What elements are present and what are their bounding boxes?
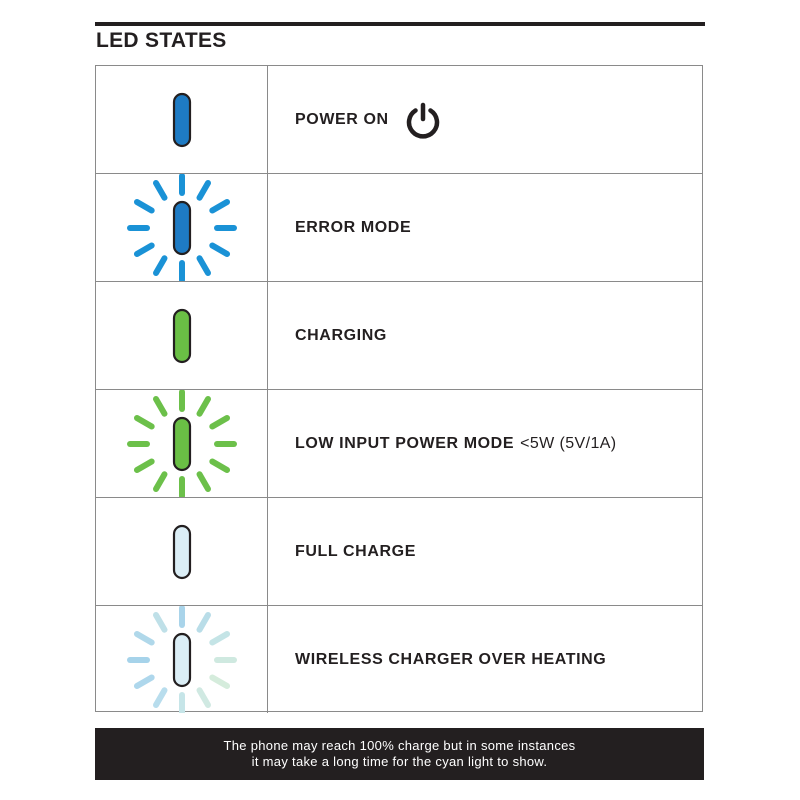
state-name: POWER ON (295, 111, 389, 128)
led-solid-blue-icon (96, 66, 268, 173)
top-rule (95, 22, 705, 26)
blink-ray (156, 474, 165, 489)
table-row (96, 173, 702, 281)
led-light (174, 310, 190, 362)
blink-ray (200, 690, 209, 705)
led-light (174, 94, 190, 146)
led-states-table (95, 65, 703, 712)
table-row (96, 605, 702, 713)
blink-ray (200, 258, 209, 273)
blink-ray (200, 615, 209, 630)
table-row (96, 281, 702, 389)
blink-ray (137, 202, 152, 211)
state-name: CHARGING (295, 326, 387, 344)
led-blinking-cyan-icon (96, 606, 268, 713)
led-state-label (295, 498, 416, 605)
table-row (96, 497, 702, 605)
blink-ray (156, 615, 165, 630)
led-light (174, 526, 190, 578)
led-state-label (295, 174, 411, 281)
led-light (174, 418, 190, 470)
led-state-label (295, 66, 443, 174)
blink-ray (212, 678, 227, 687)
blink-ray (212, 634, 227, 643)
blink-ray (200, 183, 209, 198)
footer-line-2: it may take a long time for the cyan light to show. (251, 754, 548, 769)
led-solid-green-icon (96, 282, 268, 389)
power-icon (403, 100, 443, 140)
led-light (174, 634, 190, 686)
blink-ray (156, 399, 165, 414)
blink-ray (156, 183, 165, 198)
table-row (96, 389, 702, 497)
led-icon-cell (96, 66, 268, 174)
blink-ray (200, 474, 209, 489)
blink-ray (212, 462, 227, 471)
blink-ray (137, 246, 152, 255)
led-solid-cyan-icon (96, 498, 268, 605)
led-blinking-blue-icon (96, 174, 268, 281)
blink-ray (137, 678, 152, 687)
state-suffix: <5W (5V/1A) (520, 434, 617, 452)
state-name: ERROR MODE (295, 218, 412, 236)
led-light (174, 202, 190, 254)
blink-ray (156, 690, 165, 705)
blink-ray (212, 246, 227, 255)
led-icon-cell (96, 606, 268, 713)
led-icon-cell (96, 282, 268, 389)
led-icon-cell (96, 174, 268, 281)
blink-ray (137, 418, 152, 427)
blink-ray (212, 418, 227, 427)
led-state-label (295, 606, 606, 713)
blink-ray (137, 462, 152, 471)
state-name: WIRELESS CHARGER OVER HEATING (295, 650, 607, 668)
blink-ray (200, 399, 209, 414)
led-icon-cell (96, 390, 268, 497)
footer-line-1: The phone may reach 100% charge but in some instances (223, 738, 576, 753)
page-title: LED STATES (96, 29, 227, 52)
blink-ray (137, 634, 152, 643)
state-name: LOW INPUT POWER MODE (295, 434, 515, 452)
state-name: FULL CHARGE (295, 542, 416, 560)
blink-ray (212, 202, 227, 211)
led-state-label (295, 282, 387, 389)
led-state-label (295, 390, 617, 497)
led-icon-cell (96, 498, 268, 605)
led-blinking-green-icon (96, 390, 268, 497)
table-row (96, 66, 702, 174)
blink-ray (156, 258, 165, 273)
footer-note (95, 728, 704, 780)
